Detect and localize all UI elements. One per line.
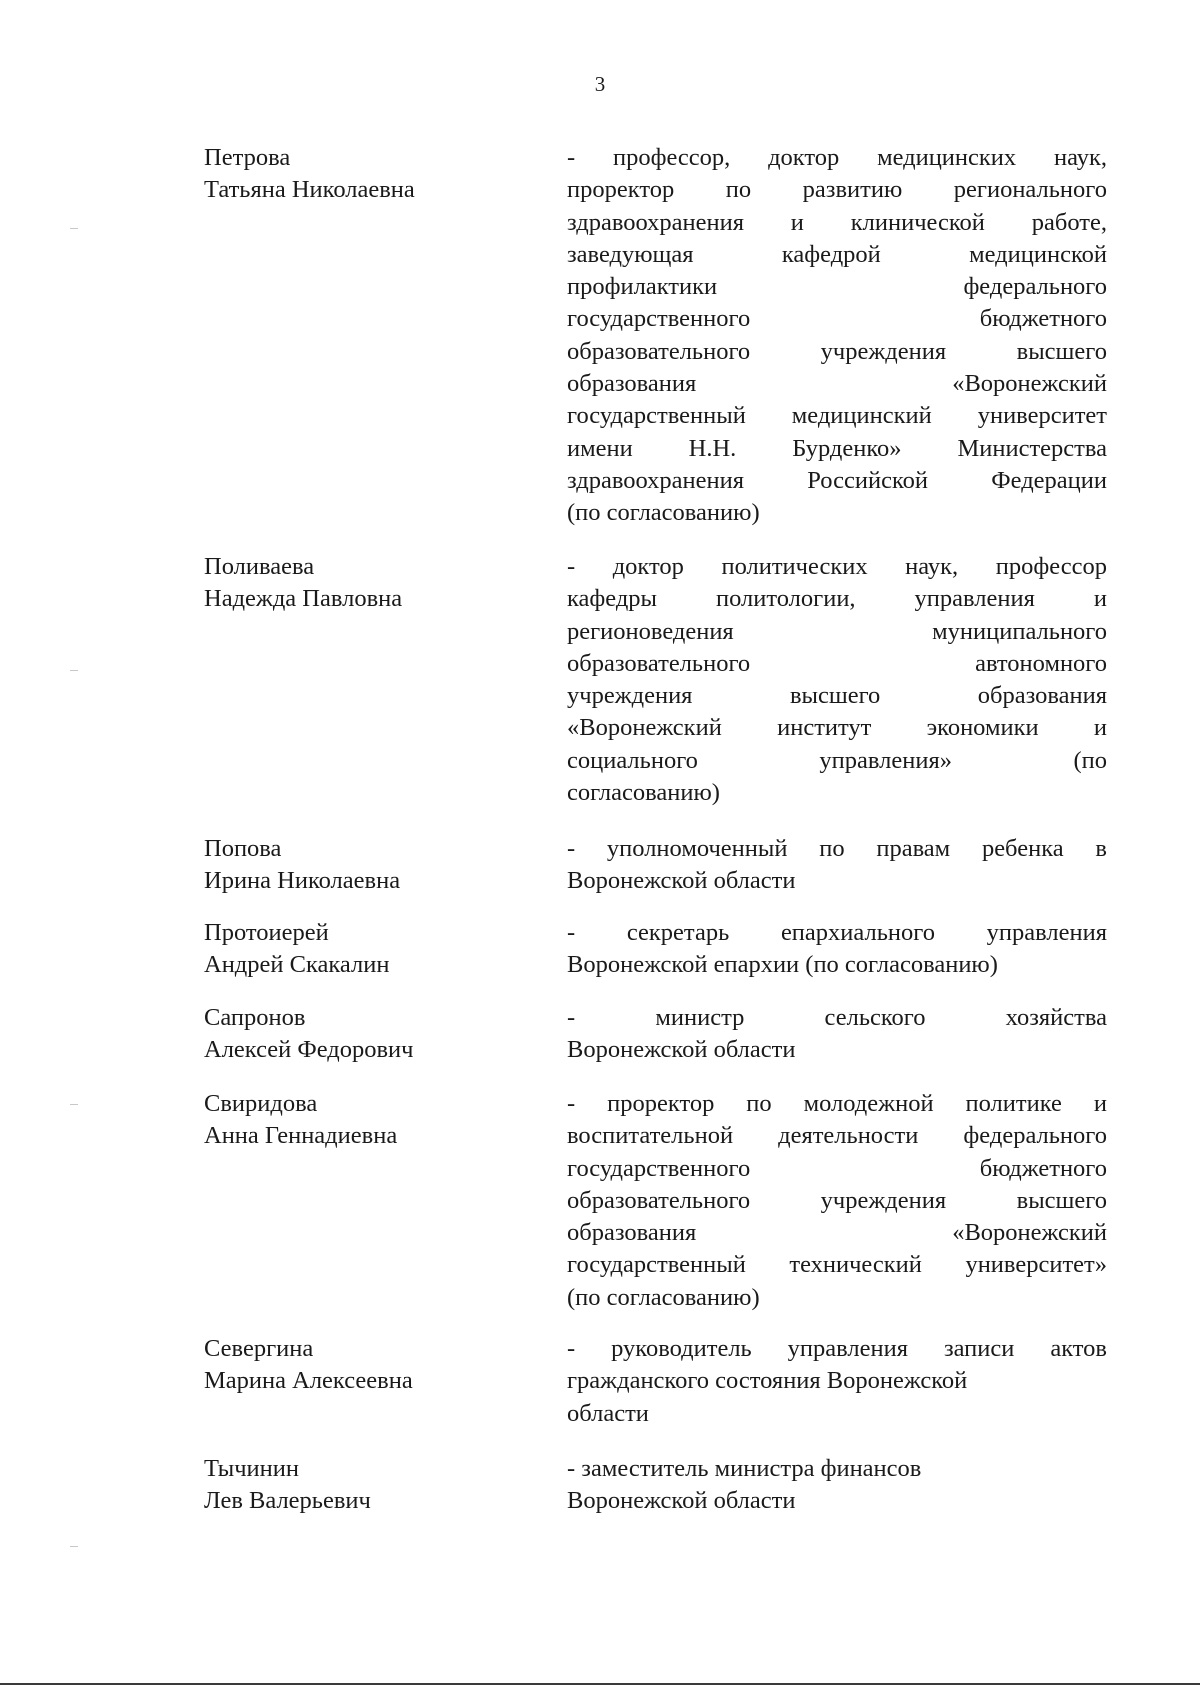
role-line: государственного бюджетного [567, 1154, 1107, 1182]
role-line: имени Н.Н. Бурденко» Министерства [567, 434, 1107, 462]
member-name [204, 1002, 544, 1067]
member-surname: Петрова [204, 144, 291, 171]
member-role [567, 1333, 1107, 1430]
member-given-names: Андрей Скакалин [204, 951, 390, 979]
member-role [567, 833, 1107, 898]
role-line: образования «Воронежский [567, 1219, 1107, 1247]
role-line: профилактики федерального [567, 273, 1107, 301]
role-line: - руководитель управления записи актов [567, 1335, 1107, 1362]
member-given-names: Анна Геннадиевна [204, 1122, 398, 1150]
scan-mark [70, 670, 78, 671]
member-surname: Попова [204, 835, 282, 862]
role-line: государственный медицинский университет [567, 402, 1107, 430]
member-surname: Протоиерей [204, 919, 329, 946]
member-name [204, 142, 544, 207]
role-line: гражданского состояния Воронежской [567, 1367, 968, 1395]
member-surname: Севергина [204, 1335, 314, 1362]
role-line: - заместитель министра финансов [567, 1455, 922, 1482]
member-name [204, 551, 544, 616]
role-line: государственный технический университет» [567, 1251, 1107, 1279]
role-line: согласованию) [567, 779, 720, 807]
member-name [204, 833, 544, 898]
member-given-names: Надежда Павловна [204, 585, 403, 613]
page-number: 3 [594, 72, 606, 96]
member-role [567, 551, 1107, 809]
role-line: Воронежской области [567, 1487, 796, 1515]
role-line: - министр сельского хозяйства [567, 1004, 1107, 1031]
role-line: - уполномоченный по правам ребенка в [567, 835, 1107, 862]
role-line: здравоохранения Российской Федерации [567, 466, 1107, 494]
role-line: - секретарь епархиального управления [567, 919, 1107, 946]
role-line: образовательного учреждения высшего [567, 337, 1107, 365]
scan-mark [70, 1104, 78, 1105]
member-role [567, 1002, 1107, 1067]
member-name [204, 917, 544, 982]
role-line: проректор по развитию регионального [567, 176, 1107, 204]
role-line: (по согласованию) [567, 1283, 760, 1311]
role-line: заведующая кафедрой медицинской [567, 240, 1107, 268]
role-line: образования «Воронежский [567, 370, 1107, 398]
member-surname: Сапронов [204, 1004, 306, 1031]
role-line: здравоохранения и клинической работе, [567, 208, 1107, 236]
member-given-names: Марина Алексеевна [204, 1367, 413, 1395]
member-surname: Тычинин [204, 1455, 299, 1482]
member-name [204, 1088, 544, 1153]
role-line: образовательного учреждения высшего [567, 1186, 1107, 1214]
member-surname: Свиридова [204, 1090, 318, 1117]
role-line: Воронежской области [567, 867, 796, 895]
member-surname: Поливаева [204, 553, 315, 580]
role-line: образовательного автономного [567, 649, 1107, 677]
role-line: учреждения высшего образования [567, 682, 1107, 710]
member-role [567, 1088, 1107, 1314]
role-line: кафедры политологии, управления и [567, 585, 1107, 613]
role-line: социального управления» (по [567, 746, 1107, 774]
member-role [567, 142, 1107, 530]
role-line: - доктор политических наук, профессор [567, 553, 1107, 580]
member-given-names: Ирина Николаевна [204, 867, 401, 895]
role-line: - проректор по молодежной политике и [567, 1090, 1107, 1117]
role-line: области [567, 1399, 649, 1427]
role-line: регионоведения муниципального [567, 617, 1107, 645]
role-line: Воронежской епархии (по согласованию) [567, 951, 998, 979]
role-line: (по согласованию) [567, 499, 760, 527]
member-role [567, 1453, 1107, 1518]
role-line: Воронежской области [567, 1036, 796, 1064]
role-line: воспитательной деятельности федерального [567, 1122, 1107, 1150]
scan-mark [70, 1546, 78, 1547]
member-given-names: Алексей Федорович [204, 1036, 414, 1064]
role-line: - профессор, доктор медицинских наук, [567, 144, 1107, 171]
role-line: государственного бюджетного [567, 305, 1107, 333]
member-role [567, 917, 1107, 982]
member-name [204, 1453, 544, 1518]
member-given-names: Татьяна Николаевна [204, 176, 415, 204]
role-line: «Воронежский институт экономики и [567, 714, 1107, 742]
scan-mark [70, 228, 78, 229]
member-name [204, 1333, 544, 1398]
page-bottom-edge [0, 1683, 1200, 1685]
member-given-names: Лев Валерьевич [204, 1487, 371, 1515]
